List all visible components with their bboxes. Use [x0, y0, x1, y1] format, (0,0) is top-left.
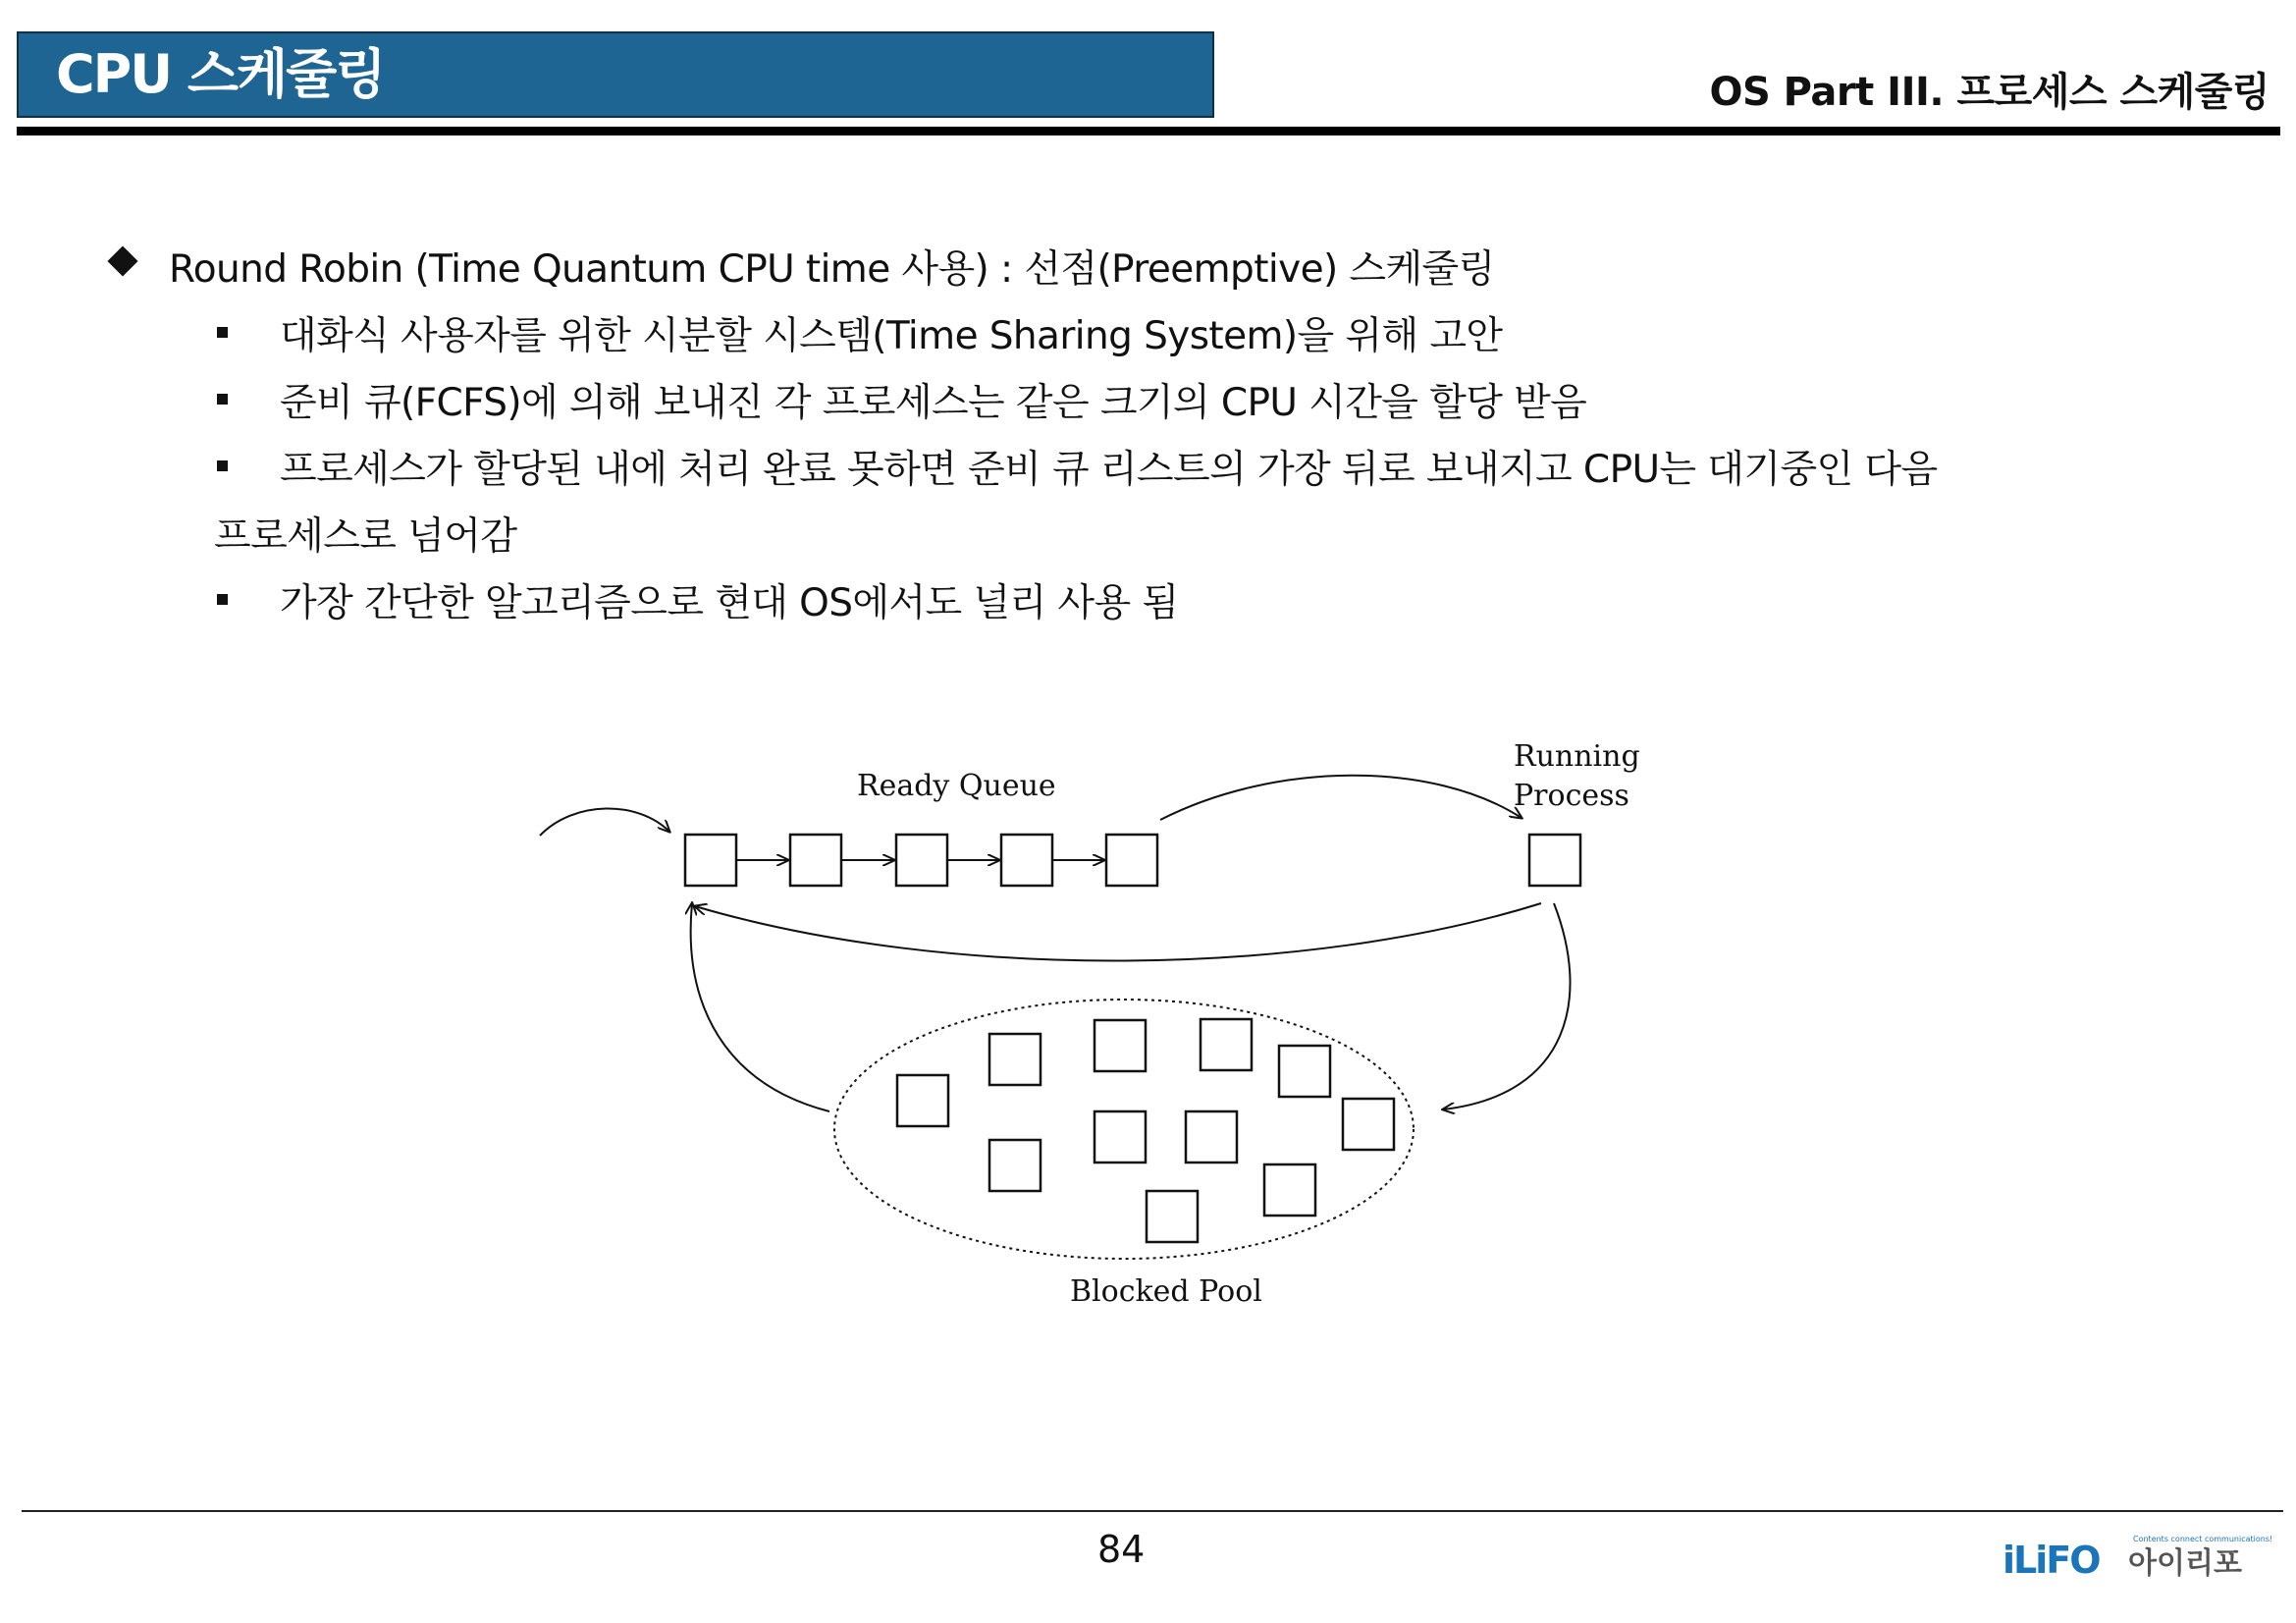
- blocked-process: [1264, 1164, 1315, 1216]
- section-title: CPU 스케줄링: [17, 31, 1214, 118]
- sub-bullet-text: 가장 간단한 알고리즘으로 현대 OS에서도 널리 사용 됨: [280, 581, 1179, 625]
- square-bullet-icon: [217, 327, 228, 338]
- blocked-process: [1147, 1191, 1198, 1242]
- ready-queue-slot: [1001, 835, 1052, 886]
- ready-queue-slot: [790, 835, 841, 886]
- sub-bullet-continuation: 프로세스로 넘어감: [214, 514, 517, 559]
- square-bullet-icon: [217, 394, 228, 405]
- wake-arrow: [691, 903, 829, 1111]
- running-process-slot: [1529, 835, 1580, 886]
- square-bullet-icon: [217, 460, 228, 471]
- ready-queue-slot: [1106, 835, 1157, 886]
- logo-korean: 아이리포: [2128, 1546, 2242, 1581]
- part-title: OS Part III. 프로세스 스케줄링: [1709, 70, 2269, 115]
- square-bullet-icon: [217, 594, 228, 605]
- blocked-process: [1095, 1111, 1146, 1163]
- blocked-process: [989, 1034, 1041, 1085]
- sub-bullet-text: 프로세스가 할당된 내에 처리 완료 못하면 준비 큐 리스트의 가장 뒤로 보내지고 CPU는 대기중인 다음: [280, 448, 1938, 492]
- sub-bullet-text: 대화식 사용자를 위한 시분할 시스템(Time Sharing System)을 위해 고안: [280, 314, 1503, 358]
- blocked-process: [1186, 1111, 1237, 1163]
- sub-bullet-text: 준비 큐(FCFS)에 의해 보내진 각 프로세스는 같은 크기의 CPU 시간을 할당 받음: [280, 381, 1587, 425]
- diamond-bullet-icon: [107, 245, 137, 276]
- preempt-arrow: [695, 903, 1541, 961]
- blocked-process: [1201, 1019, 1252, 1070]
- page-number: 84: [1097, 1528, 1146, 1571]
- header-divider: [17, 127, 2280, 135]
- blocked-process: [897, 1075, 948, 1126]
- blocked-pool-label: Blocked Pool: [1070, 1274, 1262, 1309]
- blocked-process: [1095, 1020, 1146, 1071]
- blocked-process: [989, 1140, 1041, 1191]
- footer-divider: [22, 1510, 2283, 1512]
- logo-wordmark: iLiFO: [2002, 1539, 2100, 1581]
- blocked-process: [1343, 1099, 1394, 1150]
- ilifo-logo: [2001, 1532, 2275, 1581]
- running-label-line2: Process: [1514, 779, 1629, 813]
- block-arrow: [1443, 903, 1571, 1109]
- logo-tagline: Contents connect communications!: [2133, 1535, 2273, 1543]
- incoming-arrow: [540, 808, 669, 836]
- ready-queue-slot: [685, 835, 736, 886]
- blocked-pool-ellipse: [834, 1000, 1414, 1259]
- main-bullet-text: Round Robin (Time Quantum CPU time 사용) : 선점(Preemptive) 스케줄링: [169, 247, 1495, 292]
- ready-queue-slot: [896, 835, 947, 886]
- dispatch-arrow: [1160, 776, 1522, 820]
- blocked-process: [1279, 1046, 1330, 1097]
- ready-queue-label: Ready Queue: [857, 769, 1056, 803]
- running-label-line1: Running: [1514, 739, 1640, 774]
- round-robin-diagram: [530, 731, 1649, 1321]
